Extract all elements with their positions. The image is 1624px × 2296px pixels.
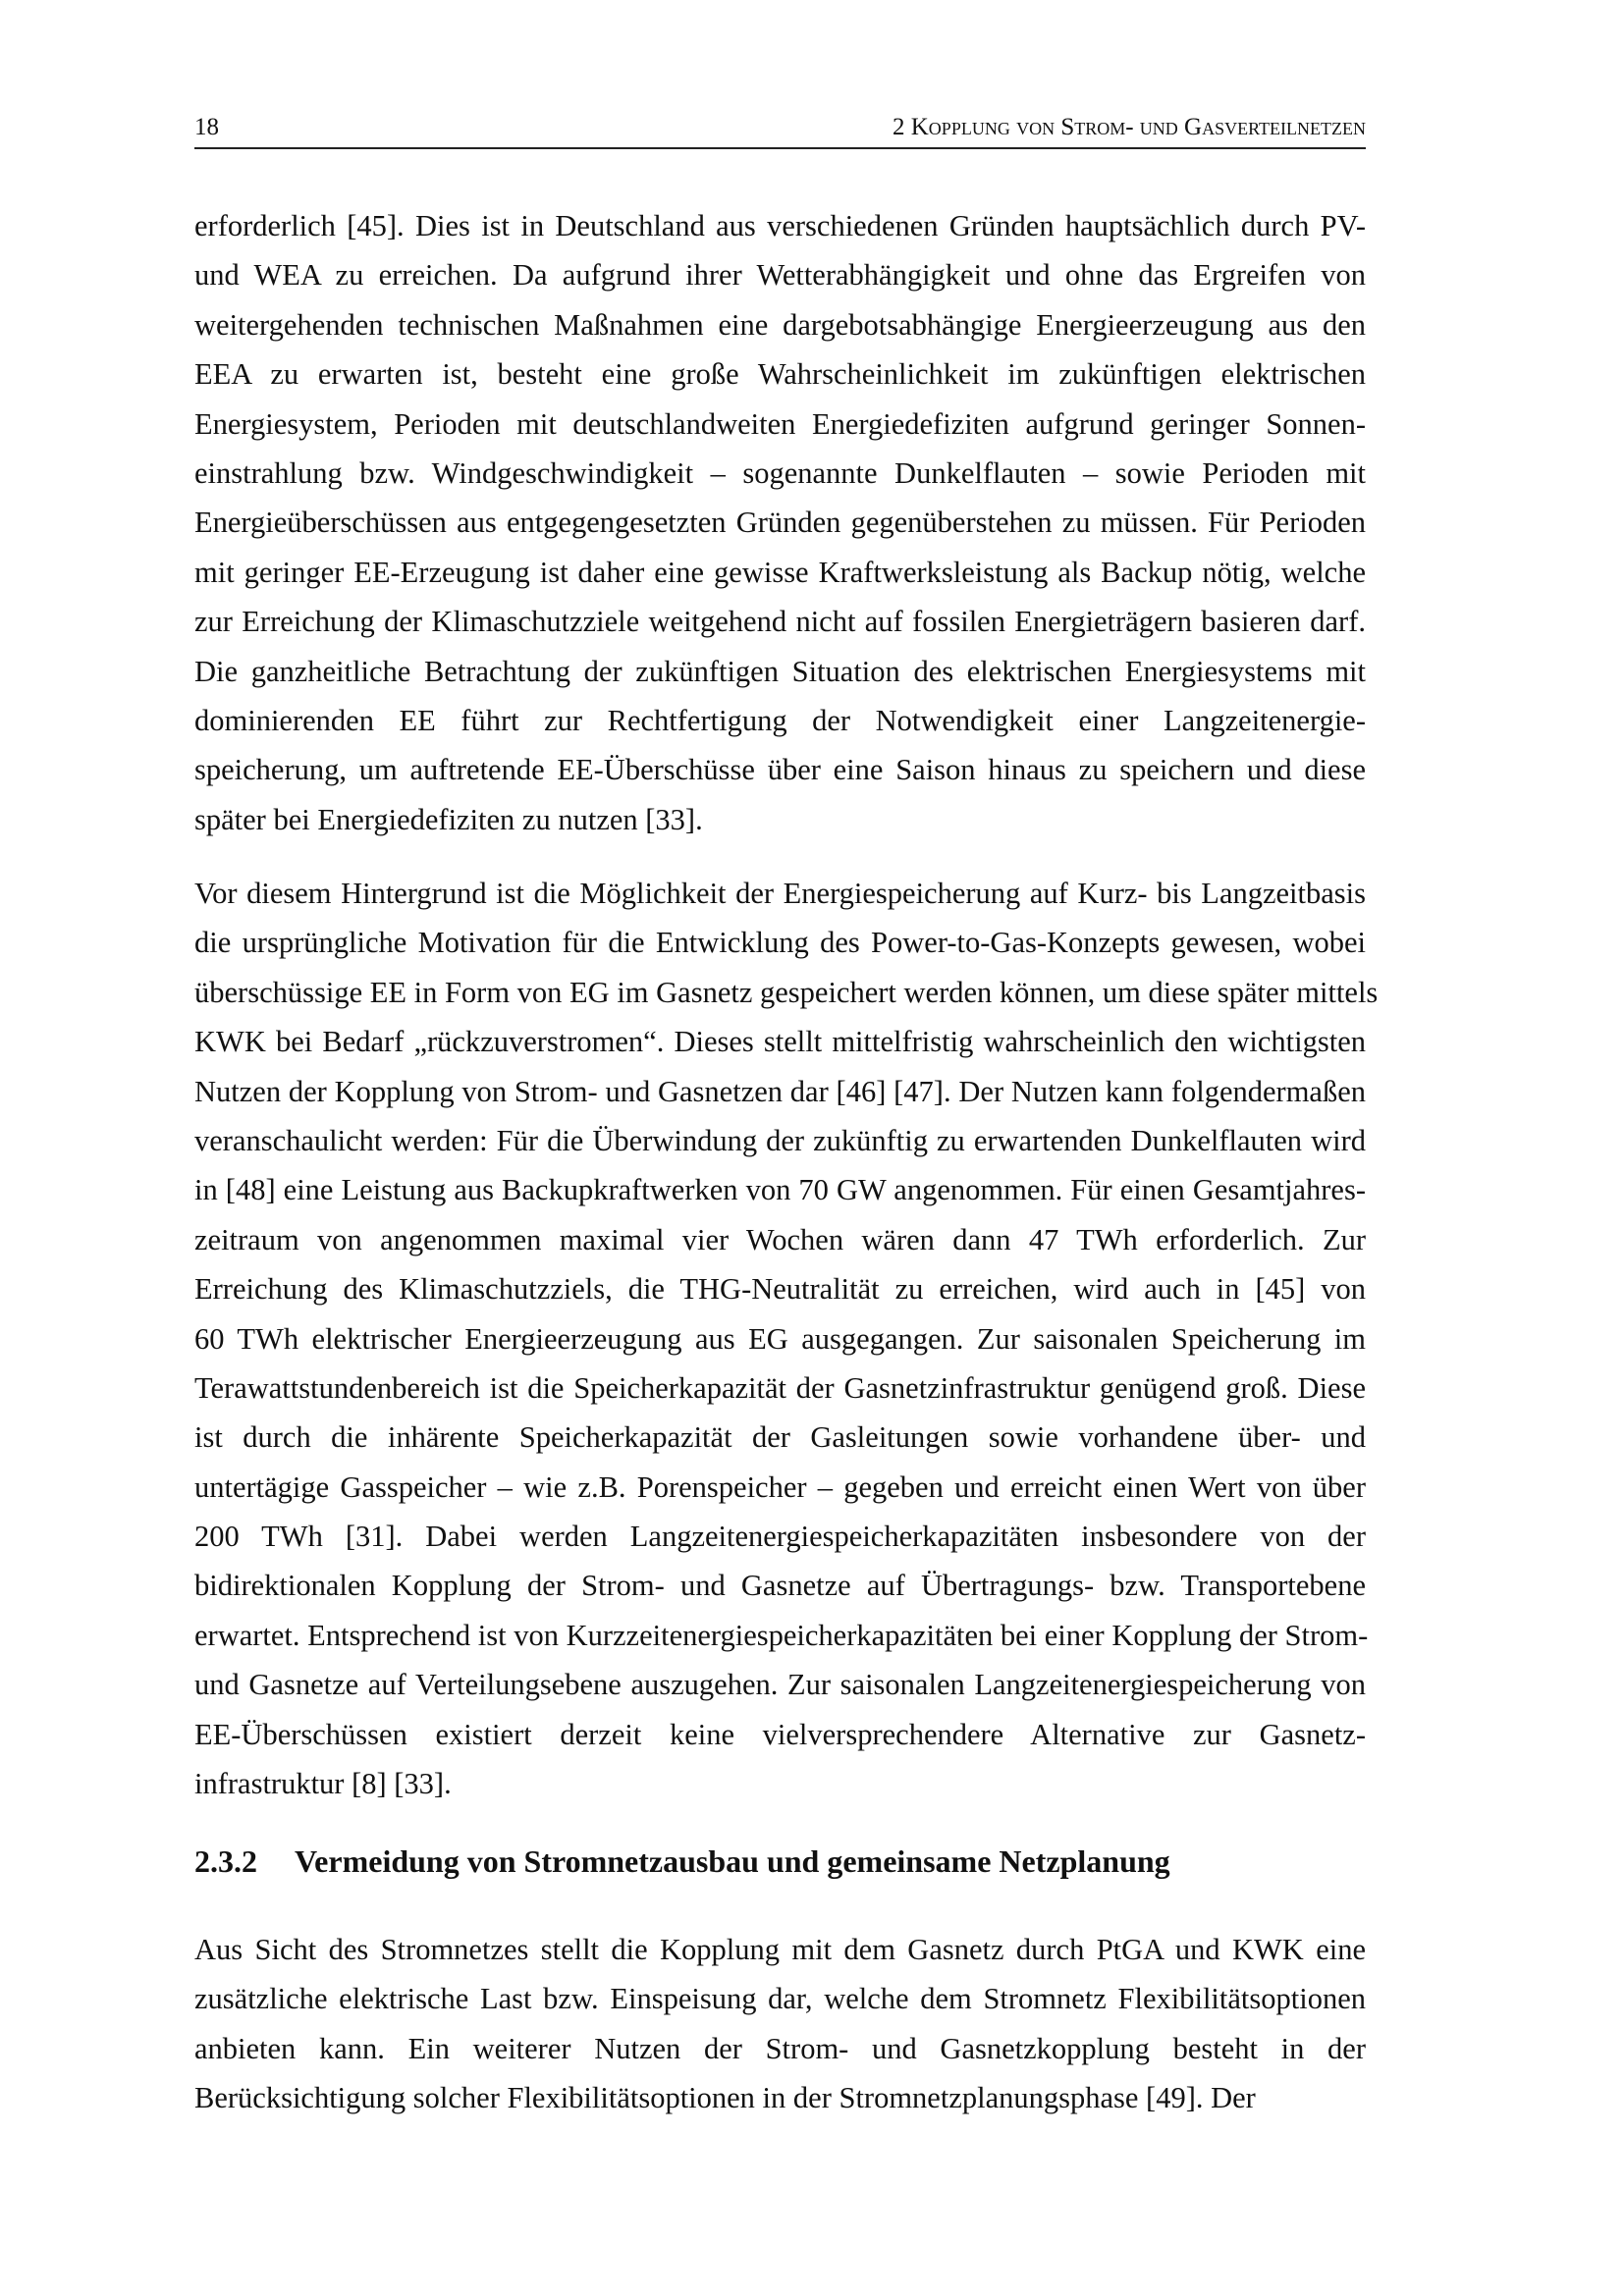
text-line: Terawattstundenbereich ist die Speicherkapazität der Gasnetzinfrastruktur genügend groß. Diese: [194, 1370, 1366, 1405]
text-line: und WEA zu erreichen. Da aufgrund ihrer Wetterabhängigkeit und ohne das Ergreifen von: [194, 258, 1366, 293]
paragraph-2: [194, 869, 1379, 1808]
text-line: anbieten kann. Ein weiterer Nutzen der Strom- und Gasnetzkopplung besteht in der: [194, 2031, 1366, 2065]
page-number: 18: [194, 114, 219, 140]
text-line: erforderlich [45]. Dies ist in Deutschland aus verschiedenen Gründen hauptsächlich durch PV-: [194, 209, 1366, 242]
text-line: dominierenden EE führt zur Rechtfertigung der Notwendigkeit einer Langzeitenergie-: [194, 703, 1366, 737]
section-heading: [194, 1843, 1170, 1880]
text-line: erwartet. Entsprechend ist von Kurzzeitenergiespeicherkapazitäten bei einer Kopplung der Strom-: [194, 1618, 1369, 1652]
text-line: KWK bei Bedarf „rückzuverstromen“. Dieses stellt mittelfristig wahrscheinlich den wichtigsten: [194, 1025, 1366, 1059]
text-line: veranschaulicht werden: Für die Überwindung der zukünftig zu erwartenden Dunkelflauten wird: [194, 1123, 1366, 1157]
paragraph-1: [194, 201, 1366, 844]
running-header: [194, 110, 1366, 149]
text-line: die ursprüngliche Motivation für die Entwicklung des Power-to-Gas-Konzepts gewesen, wobei: [194, 926, 1366, 960]
text-line: ist durch die inhärente Speicherkapazität der Gasleitungen sowie vorhandene über- und: [194, 1420, 1366, 1455]
text-line: überschüssige EE in Form von EG im Gasnetz gespeichert werden können, um diese später mittels: [194, 975, 1379, 1009]
text-line: EEA zu erwarten ist, besteht eine große Wahrscheinlichkeit im zukünftigen elektrischen: [194, 357, 1366, 392]
text-line: 200 TWh [31]. Dabei werden Langzeitenergiespeicherkapazitäten insbesondere von der: [194, 1520, 1366, 1554]
text-line: mit geringer EE-Erzeugung ist daher eine gewisse Kraftwerksleistung als Backup nötig, welche: [194, 555, 1366, 589]
text-line: bidirektionalen Kopplung der Strom- und Gasnetze auf Übertragungs- bzw. Transportebene: [194, 1569, 1366, 1603]
text-line: Die ganzheitliche Betrachtung der zukünftigen Situation des elektrischen Energiesystems mit: [194, 654, 1366, 688]
text-line: Energiesystem, Perioden mit deutschlandweiten Energiedefiziten aufgrund geringer Sonnen-: [194, 406, 1366, 441]
text-line: Erreichung des Klimaschutzziels, die THG-Neutralität zu erreichen, wird auch in [45] von: [194, 1272, 1366, 1307]
text-line: Vor diesem Hintergrund ist die Möglichkeit der Energiespeicherung auf Kurz- bis Langzeitbasis: [194, 877, 1366, 910]
text-line: weitergehenden technischen Maßnahmen eine dargebotsabhängige Energieerzeugung aus den: [194, 307, 1366, 342]
text-line: Berücksichtigung solcher Flexibilitätsoptionen in der Stromnetzplanungsphase [49]. Der: [194, 2081, 1256, 2115]
text-line: und Gasnetze auf Verteilungsebene auszugehen. Zur saisonalen Langzeitenergiespeicherung von: [194, 1668, 1366, 1702]
paragraph-3: [194, 1925, 1366, 2123]
text-line: 60 TWh elektrischer Energieerzeugung aus EG ausgegangen. Zur saisonalen Speicherung im: [194, 1321, 1366, 1356]
text-line: Energieüberschüssen aus entgegengesetzten Gründen gegenüberstehen zu müssen. Für Perioden: [194, 506, 1366, 540]
text-line: Aus Sicht des Stromnetzes stellt die Kopplung mit dem Gasnetz durch PtGA und KWK eine: [194, 1933, 1366, 1966]
text-line: speicherung, um auftretende EE-Überschüsse über eine Saison hinaus zu speichern und diese: [194, 753, 1366, 787]
text-line: zeitraum von angenommen maximal vier Wochen wären dann 47 TWh erforderlich. Zur: [194, 1222, 1366, 1256]
text-line: infrastruktur [8] [33].: [194, 1767, 452, 1801]
section-title: Vermeidung von Stromnetzausbau und gemeinsame Netzplanung: [295, 1843, 1170, 1879]
text-line: später bei Energiedefiziten zu nutzen [33].: [194, 802, 703, 836]
text-line: zusätzliche elektrische Last bzw. Einspeisung dar, welche dem Stromnetz Flexibilitätsoptionen: [194, 1982, 1366, 2016]
text-line: in [48] eine Leistung aus Backupkraftwerken von 70 GW angenommen. Für einen Gesamtjahres-: [194, 1173, 1366, 1207]
text-line: einstrahlung bzw. Windgeschwindigkeit – sogenannte Dunkelflauten – sowie Perioden mit: [194, 455, 1366, 490]
text-line: untertägige Gasspeicher – wie z.B. Porenspeicher – gegeben und erreicht einen Wert von über: [194, 1469, 1366, 1504]
text-line: Nutzen der Kopplung von Strom- und Gasnetzen dar [46] [47]. Der Nutzen kann folgendermaßen: [194, 1074, 1366, 1108]
running-title: 2 Kopplung von Strom- und Gasverteilnetzen: [893, 114, 1366, 140]
text-line: zur Erreichung der Klimaschutzziele weitgehend nicht auf fossilen Energieträgern basieren darf.: [194, 605, 1366, 639]
section-number: 2.3.2: [194, 1843, 257, 1879]
text-line: EE-Überschüssen existiert derzeit keine vielversprechendere Alternative zur Gasnetz-: [194, 1717, 1366, 1751]
